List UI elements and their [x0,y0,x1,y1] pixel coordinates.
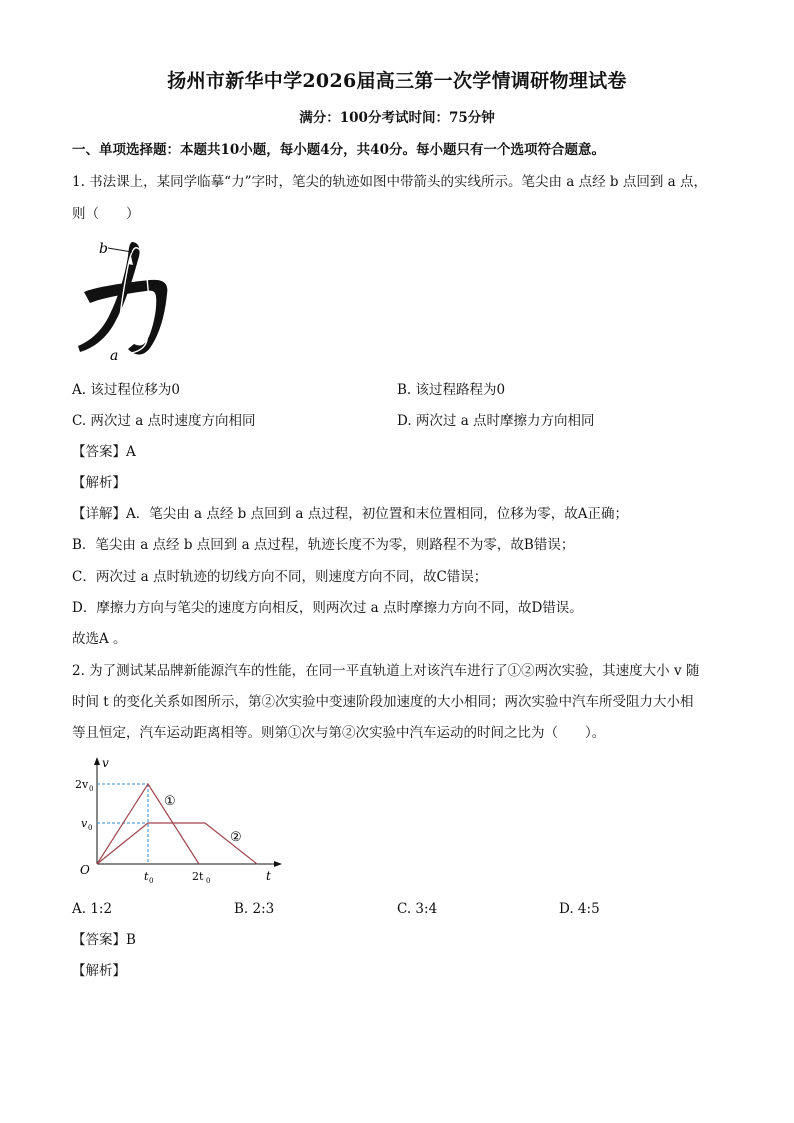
q1-detail-line: B．笔尖由 a 点经 b 点回到 a 点过程，轨迹长度不为零，则路程不为零，故B错误； [72,537,575,553]
tick-t0: t [144,870,149,883]
q2-stem-line1: 2. 为了测试某品牌新能源汽车的性能，在同一平直轨道上对该汽车进行了①②两次实验，其速度大小 v 随 [72,663,700,679]
q2-answer: 【答案】B [72,932,136,948]
v-axis-arrowhead-icon [94,757,100,765]
tick-v0: v [81,817,88,830]
tick-t0-sub: 0 [149,877,154,885]
tick-2v0-sub: 0 [89,785,94,793]
q1-answer: 【答案】A [72,444,136,460]
q1-option-b: B. 该过程路程为0 [397,382,506,398]
q1-stem-line2: 则（ ） [72,206,140,222]
q1-conclusion: 故选A 。 [72,631,127,647]
axis-t-label: t [266,869,271,883]
q1-analysis-heading: 【解析】 [72,475,126,491]
q2-option-b: B. 2:3 [234,901,275,917]
page-title: 扬州市新华中学2026届高三第一次学情调研物理试卷 [167,70,627,92]
q1-detail-line: D．摩擦力方向与笔尖的速度方向相反，则两次过 a 点时摩擦力方向不同，故D错误。 [72,600,583,616]
q1-option-c: C. 两次过 a 点时速度方向相同 [72,413,256,429]
q2-analysis-heading: 【解析】 [72,963,126,979]
q1-stem-line1: 1. 书法课上，某同学临摹“力”字时，笔尖的轨迹如图中带箭头的实线所示。笔尖由 a 点经 b 点回到 a 点， [72,174,707,190]
axis-v-label: v [102,756,109,770]
origin-label: O [80,863,90,877]
q2-option-a: A. 1:2 [72,901,113,917]
label-b: b [99,241,108,257]
section-heading: 一、单项选择题：本题共10小题，每小题4分，共40分。每小题只有一个选项符合题意。 [72,142,605,158]
q2-vt-graph [72,756,287,886]
q1-figure-li-character [72,236,187,366]
b-pointer-line [108,248,132,252]
q1-detail-line: 【详解】A．笔尖由 a 点经 b 点回到 a 点过程，初位置和末位置相同，位移为零，故A正确； [72,506,628,522]
label-a: a [110,348,119,364]
q2-stem-line2: 时间 t 的变化关系如图所示，第②次实验中变速阶段加速度的大小相同；两次实验中汽车所受阻力大小相 [72,694,694,710]
curve-1-label: ① [164,794,176,809]
q1-option-a: A. 该过程位移为0 [72,382,180,398]
arrowhead-icon [145,322,150,330]
q2-stem-line3: 等且恒定，汽车运动距离相等。则第①次与第②次实验中汽车运动的时间之比为（ ）。 [72,725,606,741]
tick-2v0: 2v [75,778,89,791]
q2-option-d: D. 4:5 [559,901,600,917]
tick-2t0: 2t [192,870,204,883]
curve-2-label: ② [230,830,242,845]
q1-detail-line: C．两次过 a 点时轨迹的切线方向不同，则速度方向不同，故C错误； [72,569,488,585]
tick-2t0-sub: 0 [206,877,211,885]
exam-subtitle: 满分：100分考试时间：75分钟 [299,110,495,126]
q1-option-d: D. 两次过 a 点时摩擦力方向相同 [397,413,595,429]
q2-option-c: C. 3:4 [397,901,438,917]
tick-v0-sub: 0 [88,824,93,832]
t-axis-arrowhead-icon [274,861,282,867]
